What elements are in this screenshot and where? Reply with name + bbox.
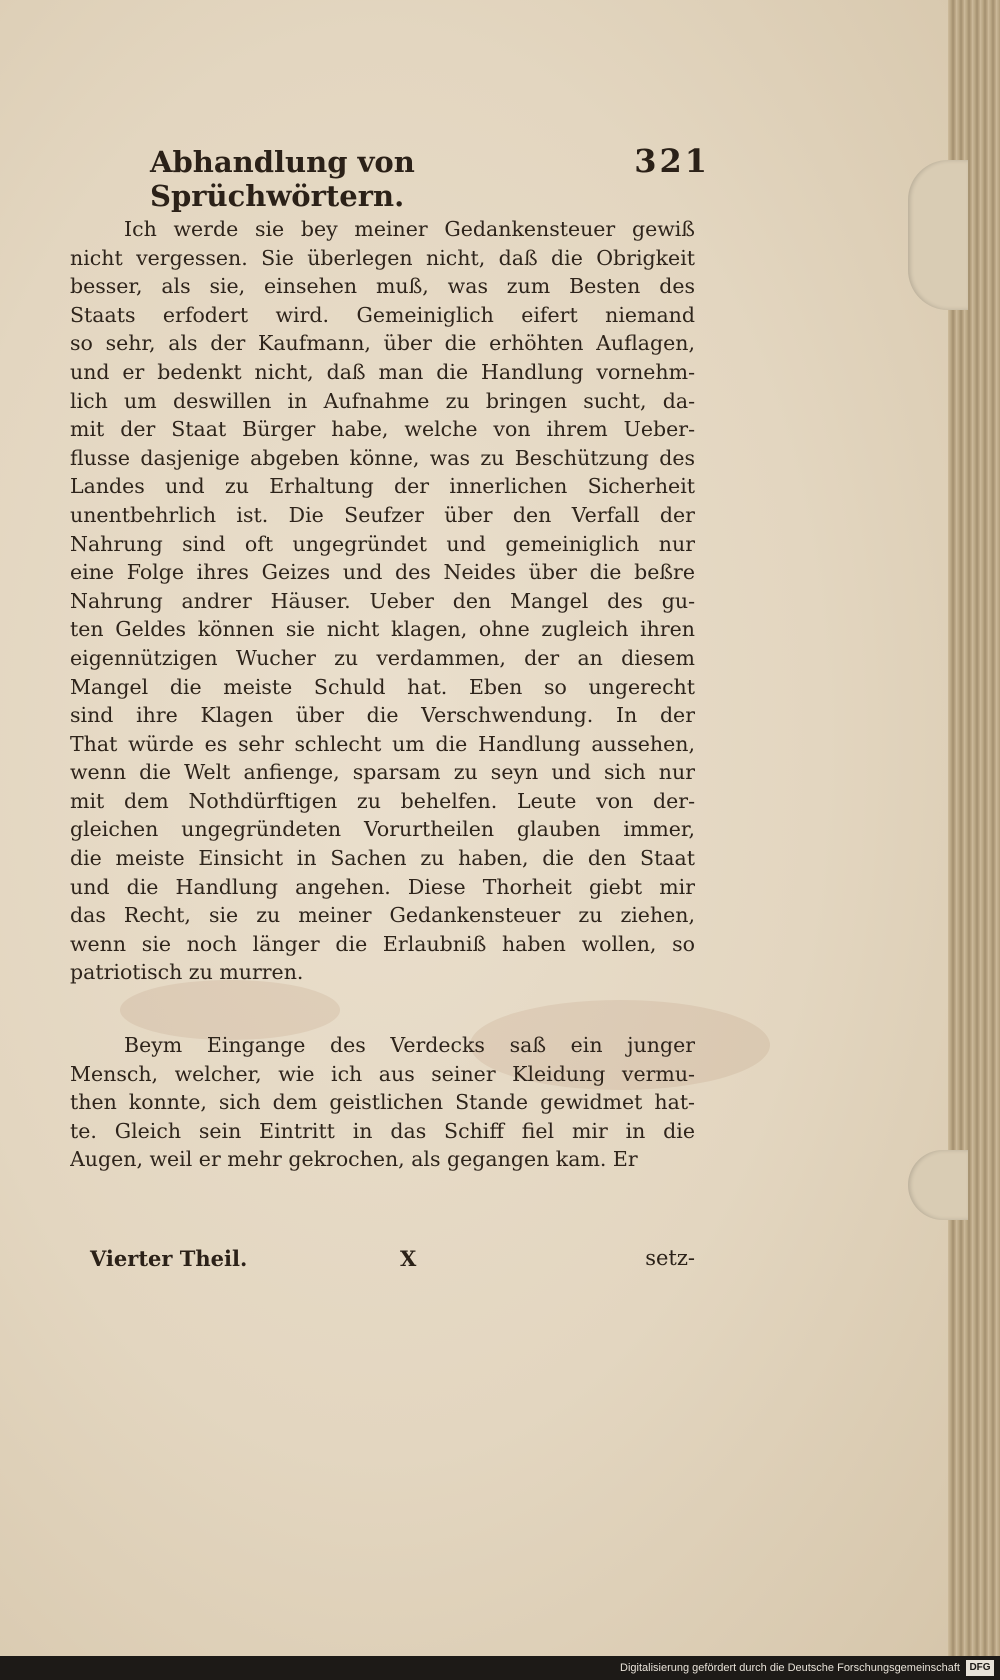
running-title: Abhandlung von Sprüchwörtern. bbox=[150, 145, 415, 213]
text-line: gleichen ungegründeten Vorurtheilen glauben immer, bbox=[70, 817, 695, 842]
running-head bbox=[150, 142, 710, 213]
text-line: Staats erfodert wird. Gemeiniglich eifert niemand bbox=[70, 302, 695, 327]
paragraph-gap bbox=[70, 987, 695, 1031]
text-line: Nahrung andrer Häuser. Ueber den Mangel des gu- bbox=[70, 588, 695, 613]
text-line: mit dem Nothdürftigen zu behelfen. Leute von der- bbox=[70, 788, 695, 813]
text-line: eigennützigen Wucher zu verdammen, der an diesem bbox=[70, 645, 695, 670]
text-line: unentbehrlich ist. Die Seufzer über den Verfall der bbox=[70, 502, 695, 527]
text-line: und er bedenkt nicht, daß man die Handlung vornehm- bbox=[70, 359, 695, 384]
text-line: te. Gleich sein Eintritt in das Schiff fiel mir in die bbox=[70, 1118, 695, 1143]
text-line: Augen, weil er mehr gekrochen, als gegangen kam. Er bbox=[70, 1147, 638, 1172]
dfg-logo-icon: DFG bbox=[966, 1660, 994, 1676]
text-line: und die Handlung angehen. Diese Thorheit giebt mir bbox=[70, 874, 695, 899]
text-line: flusse dasjenige abgeben könne, was zu Beschützung des bbox=[70, 445, 695, 470]
text-line: Ich werde sie bey meiner Gedankensteuer gewiß bbox=[124, 217, 695, 241]
text-line: nicht vergessen. Sie überlegen nicht, daß die Obrigkeit bbox=[70, 245, 695, 270]
signature-line: Vierter Theil. bbox=[90, 1246, 248, 1271]
text-line: sind ihre Klagen über die Verschwendung. In der bbox=[70, 703, 695, 728]
text-line: Mangel die meiste Schuld hat. Eben so ungerecht bbox=[70, 674, 695, 699]
text-line: patriotisch zu murren. bbox=[70, 960, 304, 985]
catchword: setz- bbox=[645, 1246, 695, 1270]
text-line: That würde es sehr schlecht um die Handlung aussehen, bbox=[70, 731, 695, 756]
text-line: wenn sie noch länger die Erlaubniß haben wollen, so bbox=[70, 931, 695, 956]
text-line: mit der Staat Bürger habe, welche von ihrem Ueber- bbox=[70, 417, 695, 442]
body-text bbox=[70, 215, 695, 1174]
text-line: ten Geldes können sie nicht klagen, ohne zugleich ihren bbox=[70, 617, 695, 642]
page-number: 321 bbox=[634, 142, 710, 180]
text-line: die meiste Einsicht in Sachen zu haben, die den Staat bbox=[70, 846, 695, 871]
text-line: Beym Eingange des Verdecks saß ein junger bbox=[124, 1033, 695, 1058]
text-line: wenn die Welt anfienge, sparsam zu seyn und sich nur bbox=[70, 760, 695, 785]
text-line: besser, als sie, einsehen muß, was zum Besten des bbox=[70, 274, 695, 299]
paragraph-2 bbox=[70, 1031, 695, 1174]
digitization-credit: Digitalisierung gefördert durch die Deutsche Forschungsgemeinschaft bbox=[0, 1656, 1000, 1680]
paragraph-1 bbox=[70, 215, 695, 987]
signature-mark: X bbox=[400, 1246, 417, 1271]
text-line: Landes und zu Erhaltung der innerlichen Sicherheit bbox=[70, 474, 695, 499]
text-line: eine Folge ihres Geizes und des Neides über die beßre bbox=[70, 560, 695, 585]
page-footer bbox=[90, 1246, 695, 1278]
page-tab bbox=[908, 160, 968, 310]
text-line: then konnte, sich dem geistlichen Stande gewidmet hat- bbox=[70, 1090, 695, 1115]
text-line: Nahrung sind oft ungegründet und gemeiniglich nur bbox=[70, 531, 695, 556]
text-line: das Recht, sie zu meiner Gedankensteuer zu ziehen, bbox=[70, 903, 695, 928]
text-line: Mensch, welcher, wie ich aus seiner Kleidung vermu- bbox=[70, 1061, 695, 1086]
text-line: so sehr, als der Kaufmann, über die erhöhten Auflagen, bbox=[70, 331, 695, 356]
text-line: lich um deswillen in Aufnahme zu bringen sucht, da- bbox=[70, 388, 695, 413]
